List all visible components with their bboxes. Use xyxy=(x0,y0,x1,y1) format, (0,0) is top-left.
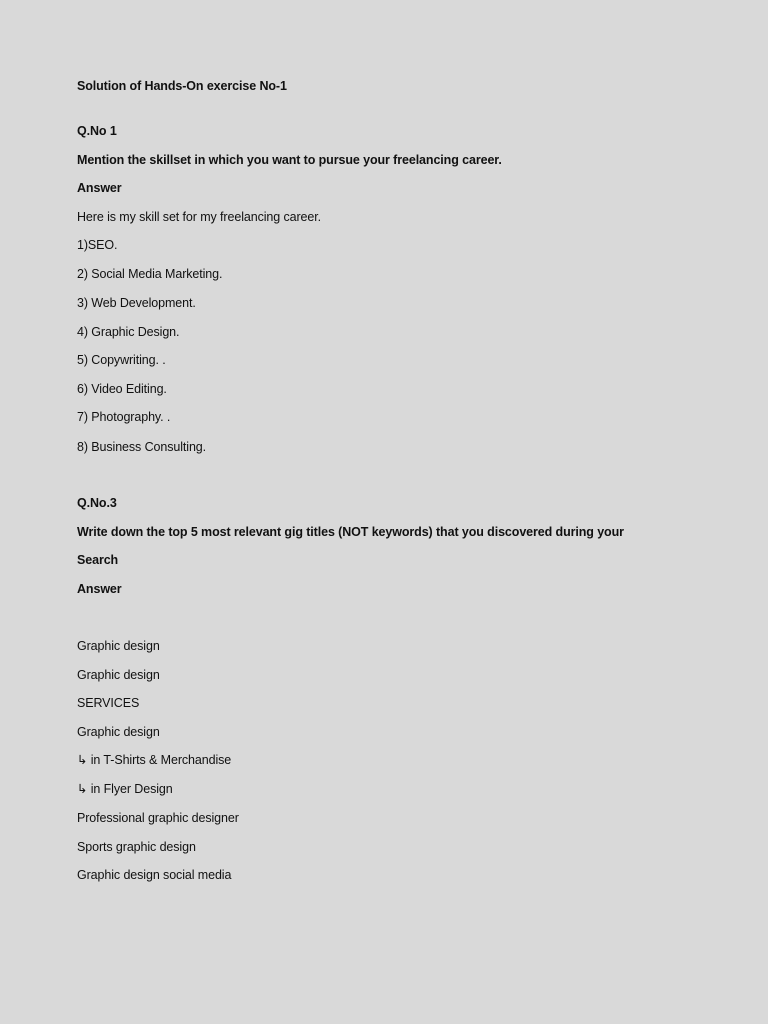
gig-title-item: Professional graphic designer xyxy=(77,811,239,825)
gig-title-item: ↳ in T-Shirts & Merchandise xyxy=(77,753,232,767)
question-3-answer-label: Answer xyxy=(77,582,122,596)
question-3-text-line-2: Search xyxy=(77,553,119,567)
gig-title-item: ↳ in Flyer Design xyxy=(77,782,173,796)
question-1-text: Mention the skillset in which you want to pursue your freelancing career. xyxy=(77,153,502,167)
question-3-label: Q.No.3 xyxy=(77,496,117,510)
gig-title-item: Graphic design xyxy=(77,639,160,653)
skill-item: 5) Copywriting. . xyxy=(77,353,166,367)
gig-title-item: Graphic design social media xyxy=(77,868,232,882)
gig-title-item: SERVICES xyxy=(77,696,140,710)
skill-item: 2) Social Media Marketing. xyxy=(77,267,223,281)
question-1-label: Q.No 1 xyxy=(77,124,117,138)
question-3-text-line-1: Write down the top 5 most relevant gig titles (NOT keywords) that you discovered during your xyxy=(77,525,624,539)
skill-item: 6) Video Editing. xyxy=(77,382,167,396)
gig-title-item: Graphic design xyxy=(77,725,160,739)
skill-item: 4) Graphic Design. xyxy=(77,325,180,339)
question-1-answer-label: Answer xyxy=(77,181,122,195)
gig-title-item: Sports graphic design xyxy=(77,840,196,854)
skill-item: 1)SEO. xyxy=(77,238,118,252)
skill-item: 7) Photography. . xyxy=(77,410,171,424)
skill-item: 8) Business Consulting. xyxy=(77,440,207,454)
skill-item: 3) Web Development. xyxy=(77,296,196,310)
gig-title-item: Graphic design xyxy=(77,668,160,682)
answer-1-intro: Here is my skill set for my freelancing career. xyxy=(77,210,321,224)
document-title: Solution of Hands-On exercise No-1 xyxy=(77,79,287,93)
